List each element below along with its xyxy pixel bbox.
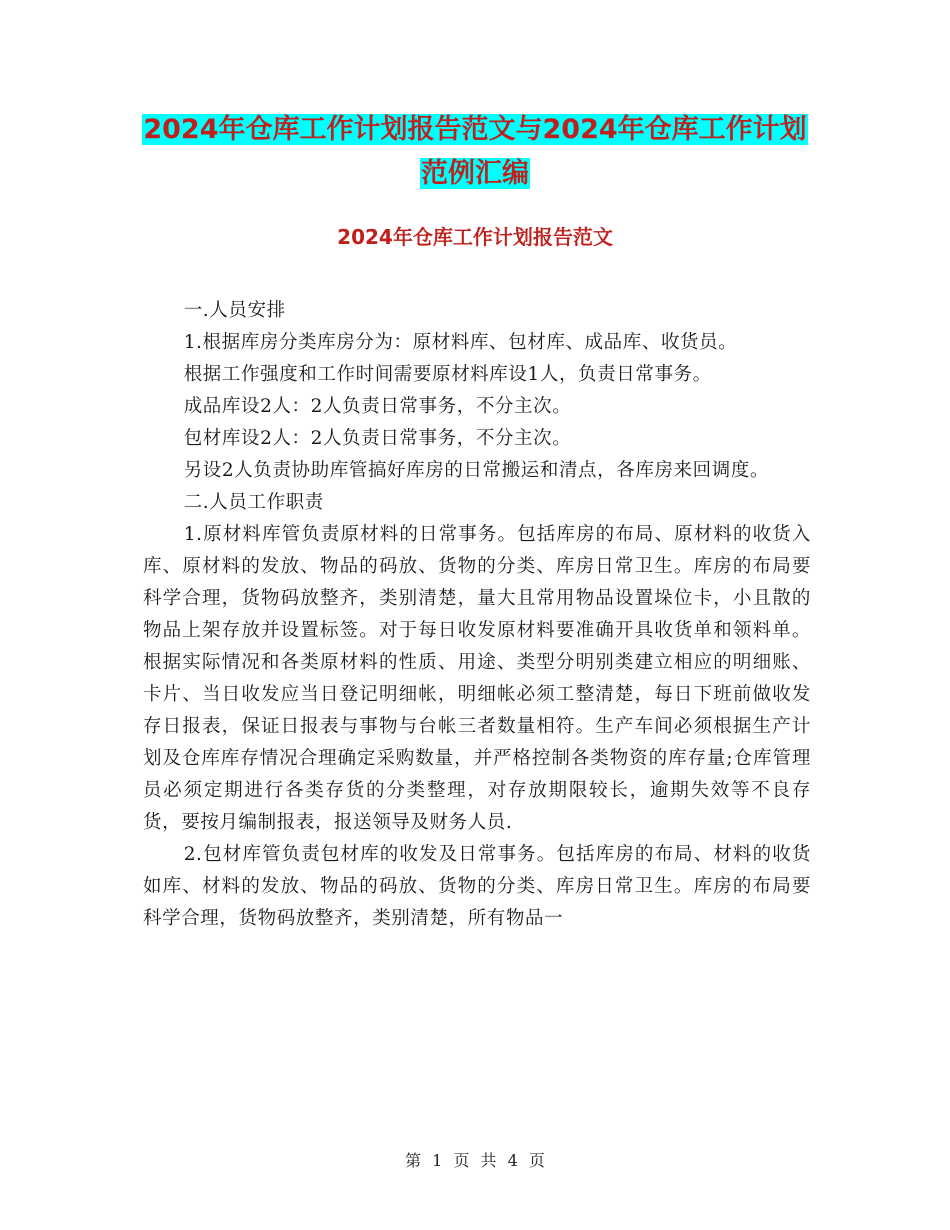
- section-title: 2024年仓库工作计划报告范文: [337, 225, 613, 249]
- document-title-text-1: 2024年仓库工作计划报告范文与2024年仓库工作计划: [143, 114, 807, 145]
- paragraph: 根据工作强度和工作时间需要原材料库设1人，负责日常事务。: [183, 364, 712, 385]
- paragraph: 2.包材库管负责包材库的收发及日常事务。包括库房的布局、材料的收货如库、材料的发放、物品的码放、货物的分类、库房日常卫生。库房的布局要科学合理，货物码放整齐，类别清楚，所有物品一: [143, 844, 811, 929]
- paragraph: 包材库设2人：2人负责日常事务，不分主次。: [183, 428, 572, 449]
- paragraph: 成品库设2人：2人负责日常事务，不分主次。: [183, 396, 572, 417]
- page-number-footer: 第 1 页 共 4 页: [405, 1151, 545, 1170]
- document-title-line-1: [0, 110, 950, 150]
- paragraph: 1.根据库房分类库房分为：原材料库、包材库、成品库、收货员。: [183, 332, 738, 353]
- paragraph: 另设2人负责协助库管搞好库房的日常搬运和清点，各库房来回调度。: [183, 460, 770, 481]
- document-title-text-2: 范例汇编: [421, 158, 529, 189]
- document-body: [143, 295, 811, 935]
- paragraph: 1.原材料库管负责原材料的日常事务。包括库房的布局、原材料的收货入库、原材料的发放、物品的码放、货物的分类、库房日常卫生。库房的布局要科学合理，货物码放整齐，类别清楚，量大且常用物品设置垛位卡，小且散的物品上架存放并设置标签。对于每日收发原材料要准确开具收货单和领料单。根据实际情况和各类原材料的性质、用途、类型分明别类建立相应的明细账、卡片、当日收发应当日登记明细帐，明细帐必须工整清楚，每日下班前做收发存日报表，保证日报表与事物与台帐三者数量相符。生产车间必须根据生产计划及仓库库存情况合理确定采购数量，并严格控制各类物资的库存量;仓库管理员必须定期进行各类存货的分类整理，对存放期限较长，逾期失效等不良存货，要按月编制报表，报送领导及财务人员.: [143, 524, 811, 833]
- document-title-line-2: [0, 154, 950, 194]
- heading-duties: 二.人员工作职责: [183, 492, 324, 513]
- heading-staffing: 一.人员安排: [183, 300, 286, 321]
